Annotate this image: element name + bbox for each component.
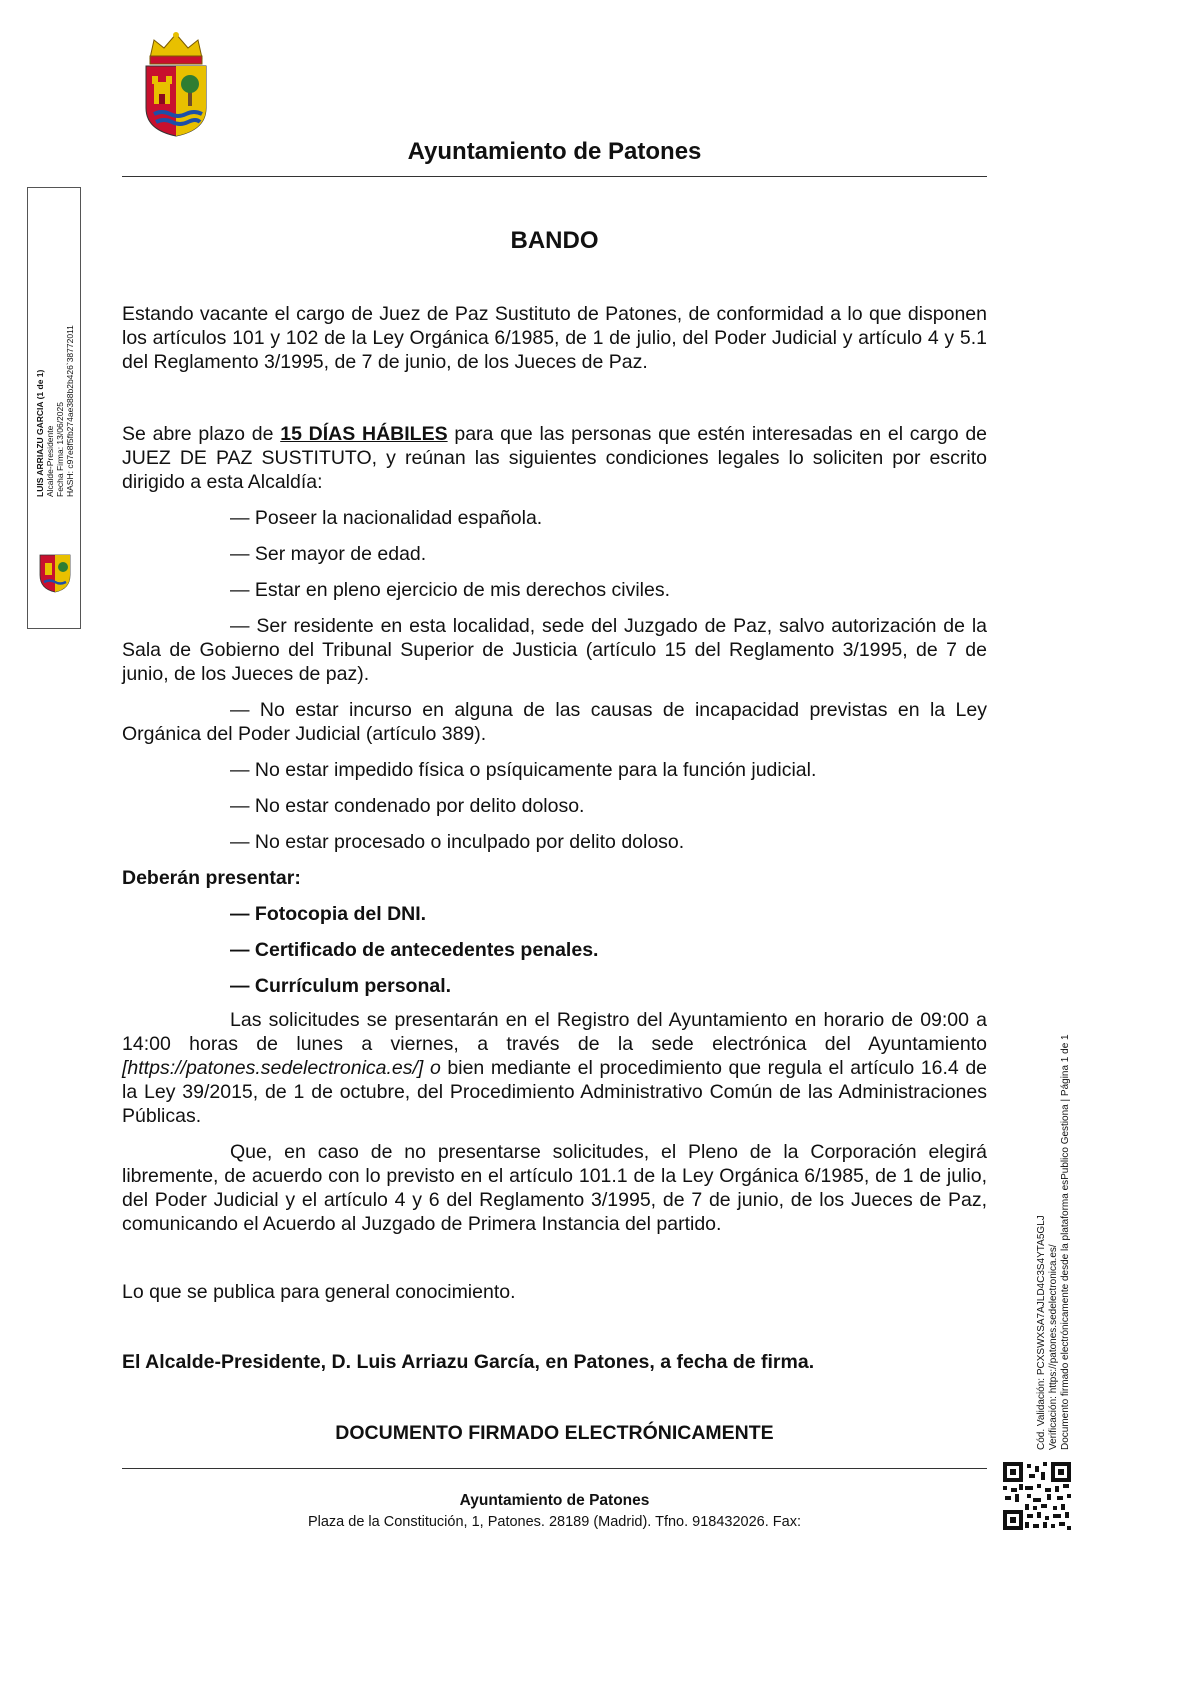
signer-role: Alcalde-Presidente <box>45 425 55 497</box>
no-applications-paragraph: Que, en caso de no presentarse solicitudes, el Pleno de la Corporación elegirá libremente, de acuerdo con lo previsto en el artículo 101.1 de la Ley Orgánica 6/1985, de 1 de julio, del Poder Judicial y el artículo 4 y 6 del Reglamento 3/1995, de 7 de junio, de los Jueces de Paz, comunicando el Acuerdo al Juzgado de Primera Instancia del partido. <box>122 1141 987 1235</box>
submission-paragraph <box>122 1008 987 1128</box>
header-divider <box>122 176 987 177</box>
condition-item: — No estar procesado o inculpado por delito doloso. <box>230 831 685 853</box>
requirements-heading: Deberán presentar: <box>122 867 301 889</box>
validation-code: Cód. Validación: PCXSWXSA7AJLD4C3S4YTA5GLJ <box>1036 1215 1047 1450</box>
closing-note: Lo que se publica para general conocimiento. <box>122 1281 516 1303</box>
electronic-signature-stamp: DOCUMENTO FIRMADO ELECTRÓNICAMENTE <box>335 1422 774 1444</box>
requirement-item: — Currículum personal. <box>230 975 452 997</box>
document-title: BANDO <box>510 227 599 254</box>
deadline-suffix: para que las personas que estén interesadas en el cargo de JUEZ DE PAZ SUSTITUTO, y reúnan las siguientes condiciones legales lo soliciten por escrito dirigido a esta Alcaldía: <box>122 423 988 493</box>
verification-block <box>1032 966 1074 1450</box>
condition-item: — No estar condenado por delito doloso. <box>230 795 585 817</box>
signer-line: El Alcalde-Presidente, D. Luis Arriazu García, en Patones, a fecha de firma. <box>122 1351 815 1373</box>
intro-paragraph: Estando vacante el cargo de Juez de Paz Sustituto de Patones, de conformidad a lo que disponen los artículos 101 y 102 de la Ley Orgánica 6/1985, de 1 de julio, del Poder Judicial y artículo 4 y 5.1 del Reglamento 3/1995, de 7 de junio, de los Jueces de Paz. <box>122 303 987 373</box>
deadline-prefix: Se abre plazo de <box>122 423 281 445</box>
condition-item: — Estar en pleno ejercicio de mis derechos civiles. <box>230 579 671 601</box>
submission-after: bien mediante el procedimiento que regula el artículo 16.4 de la Ley 39/2015, de 1 de octubre, del Procedimiento Administrativo Común de las Administraciones Públicas. <box>122 1057 988 1127</box>
condition-item: — No estar impedido física o psíquicamente para la función judicial. <box>230 759 817 781</box>
footer-divider <box>122 1468 987 1469</box>
signer-name: LUIS ARRIAZU GARCIA (1 de 1) <box>35 369 45 497</box>
signature-box <box>27 187 81 629</box>
condition-item: — Ser mayor de edad. <box>230 543 427 565</box>
document-body <box>122 302 987 1236</box>
platform-note: Documento firmado electrónicamente desde la plataforma esPublico Gestiona | Página 1 de 1 <box>1060 1034 1071 1450</box>
signature-date: Fecha Firma: 13/06/2025 <box>55 402 65 497</box>
qr-code-icon <box>1003 1462 1071 1530</box>
footer-address: Plaza de la Constitución, 1, Patones. 28189 (Madrid). Tfno. 918432026. Fax: <box>307 1514 802 1530</box>
condition-item: — No estar incurso en alguna de las causas de incapacidad previstas en la Ley Orgánica del Poder Judicial (artículo 389). <box>122 699 987 745</box>
org-title: Ayuntamiento de Patones <box>407 138 702 165</box>
sede-link[interactable]: [https://patones.sedelectronica.es/] o <box>122 1057 441 1079</box>
condition-item: — Poseer la nacionalidad española. <box>230 507 543 529</box>
verification-url[interactable]: Verificación: https://patones.sedelectronica.es/ <box>1048 1244 1059 1450</box>
requirement-item: — Certificado de antecedentes penales. <box>230 939 599 961</box>
coat-of-arms-icon <box>36 551 74 593</box>
coat-of-arms-icon <box>140 30 212 138</box>
submission-before: Las solicitudes se presentarán en el Registro del Ayuntamiento en horario de 09:00 a 14:00 horas de lunes a viernes, a través de la sede electrónica del Ayuntamiento <box>122 1009 987 1055</box>
footer-org-name: Ayuntamiento de Patones <box>459 1492 650 1509</box>
deadline-highlight: 15 DÍAS HÁBILES <box>280 423 448 445</box>
requirement-item: — Fotocopia del DNI. <box>230 903 427 925</box>
signature-hash: HASH: c97e8f5fb274ae388b2b426`38772011 <box>65 325 75 497</box>
condition-item: — Ser residente en esta localidad, sede del Juzgado de Paz, salvo autorización de la Sala de Gobierno del Tribunal Superior de Justicia (artículo 15 del Reglamento 3/1995, de 7 de junio, de los Jueces de paz). <box>122 615 987 685</box>
deadline-paragraph <box>122 422 987 494</box>
